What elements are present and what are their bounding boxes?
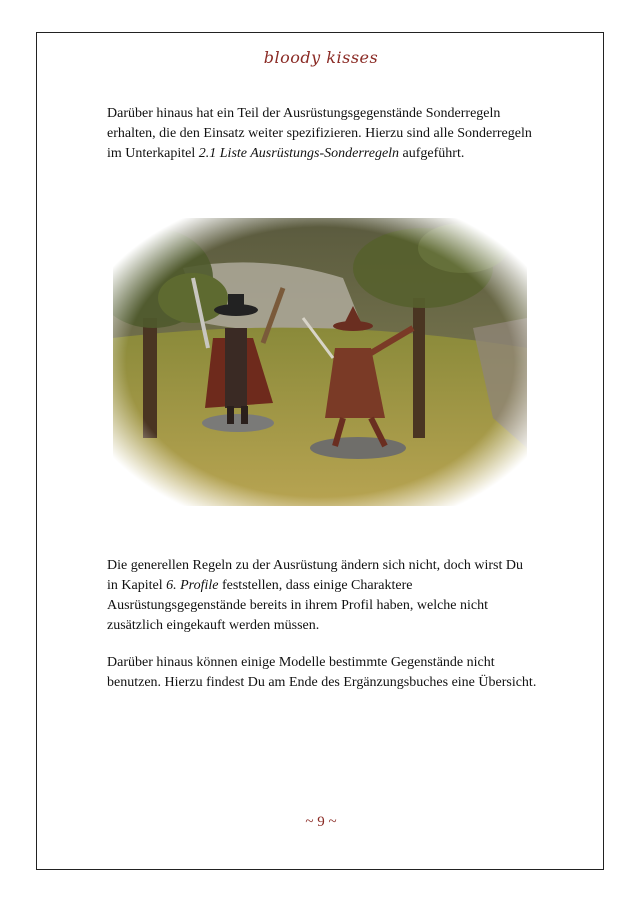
- paragraph-text: Die generellen Regeln zu der Ausrüstung ändern sich nicht, doch wirst Du in Kapitel: [107, 558, 524, 593]
- page-number: ~ 9 ~: [305, 814, 337, 830]
- page-header-title: bloody kisses: [263, 48, 379, 67]
- photo-vignette: [113, 218, 527, 506]
- paragraph-restrictions: Darüber hinaus können einige Modelle bestimmte Gegenstände nicht benutzen. Hierzu findest Du am Ende des Ergänzungsbuches eine Übersicht.: [107, 655, 537, 690]
- paragraph-special-rules: [107, 104, 537, 164]
- chapter-reference: 6. Profile: [166, 578, 219, 593]
- paragraph-text: feststellen, dass einige Charaktere Ausrüstungsgegenstände bereits in ihrem Profil haben, welche nicht zusätzlich eingekauft werden müssen.: [107, 578, 489, 633]
- paragraph-general-rules: [107, 556, 537, 636]
- paragraph-text: Darüber hinaus hat ein Teil der Ausrüstungsgegenstände Sonderregeln erhalten, die den Einsatz weiter spezifizieren. Hierzu sind alle Sonderregeln im Unterkapitel: [107, 106, 532, 161]
- chapter-reference: 2.1 Liste Ausrüstungs-Sonderregeln: [198, 146, 400, 161]
- miniatures-photo: [113, 218, 527, 506]
- paragraph-text: aufgeführt.: [399, 146, 465, 161]
